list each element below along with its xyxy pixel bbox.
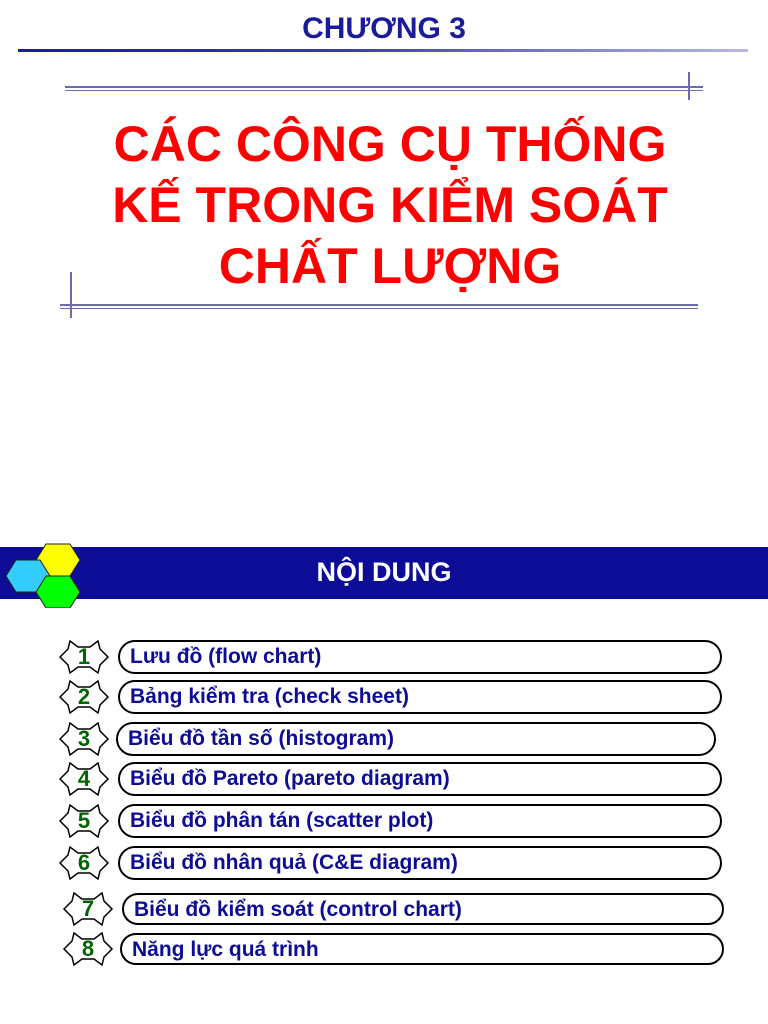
chapter-heading: CHƯƠNG 3 [302,12,466,45]
list-item-label: Năng lực quá trình [132,938,319,961]
list-item-label: Biểu đồ nhân quả (C&E diagram) [130,851,458,874]
title-line-2: KẾ TRONG KIỂM SOÁT [112,177,668,233]
list-item-label: Biểu đồ tần số (histogram) [128,727,395,750]
title-line-3: CHẤT LƯỢNG [218,238,562,294]
banner-title: NỘI DUNG [316,557,452,587]
number-badge-label: 4 [77,766,91,791]
list-item-label: Biểu đồ Pareto (pareto diagram) [130,767,450,790]
number-badge-label: 3 [77,726,91,751]
title-frame-bottom-line [60,304,698,306]
title-frame-top-line [65,86,703,88]
number-badge-label: 1 [77,644,91,669]
list-item-label: Biểu đồ phân tán (scatter plot) [130,809,434,832]
title-frame-top-line-thin [65,90,703,91]
slide-title [60,114,720,297]
number-badge-label: 8 [81,936,95,961]
number-badge-label: 6 [77,850,91,875]
chapter-underline [18,49,748,52]
list-item-label: Biểu đồ kiểm soát (control chart) [134,898,462,921]
number-badge-label: 2 [77,684,91,709]
number-badge-label: 7 [81,896,95,921]
number-badge-label: 5 [77,808,91,833]
title-line-1: CÁC CÔNG CỤ THỐNG [113,116,667,172]
list-item-label: Lưu đồ (flow chart) [130,645,322,668]
title-frame-bottom-line-thin [60,308,698,309]
title-frame-top-tick [688,72,690,100]
list-item-label: Bảng kiểm tra (check sheet) [130,685,409,708]
